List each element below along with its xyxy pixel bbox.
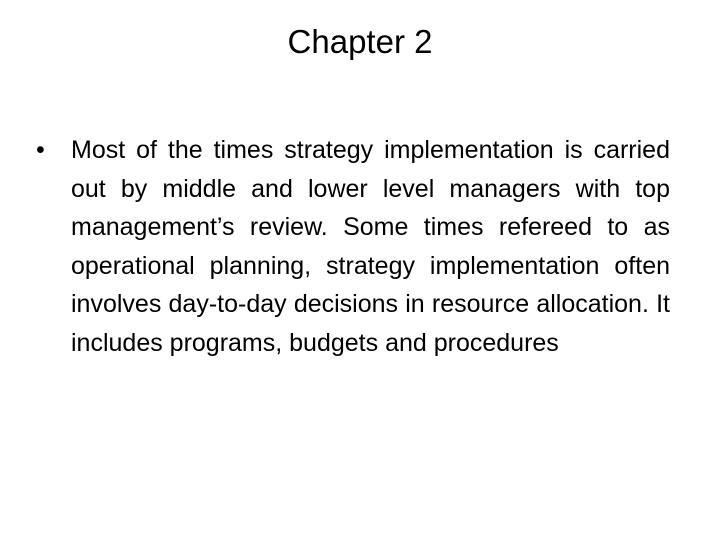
bullet-item: [36, 131, 670, 363]
bullet-text: Most of the times strategy implementation is carried out by middle and lower level managers with top management’s review. Some times refereed to as operational planning, strategy implementation often involves day-to-day decisions in resource allocation. It includes programs, budgets and procedures: [71, 136, 670, 357]
slide-title: Chapter 2: [287, 23, 433, 60]
bullet-marker: •: [36, 136, 45, 164]
slide-body: [36, 131, 670, 363]
